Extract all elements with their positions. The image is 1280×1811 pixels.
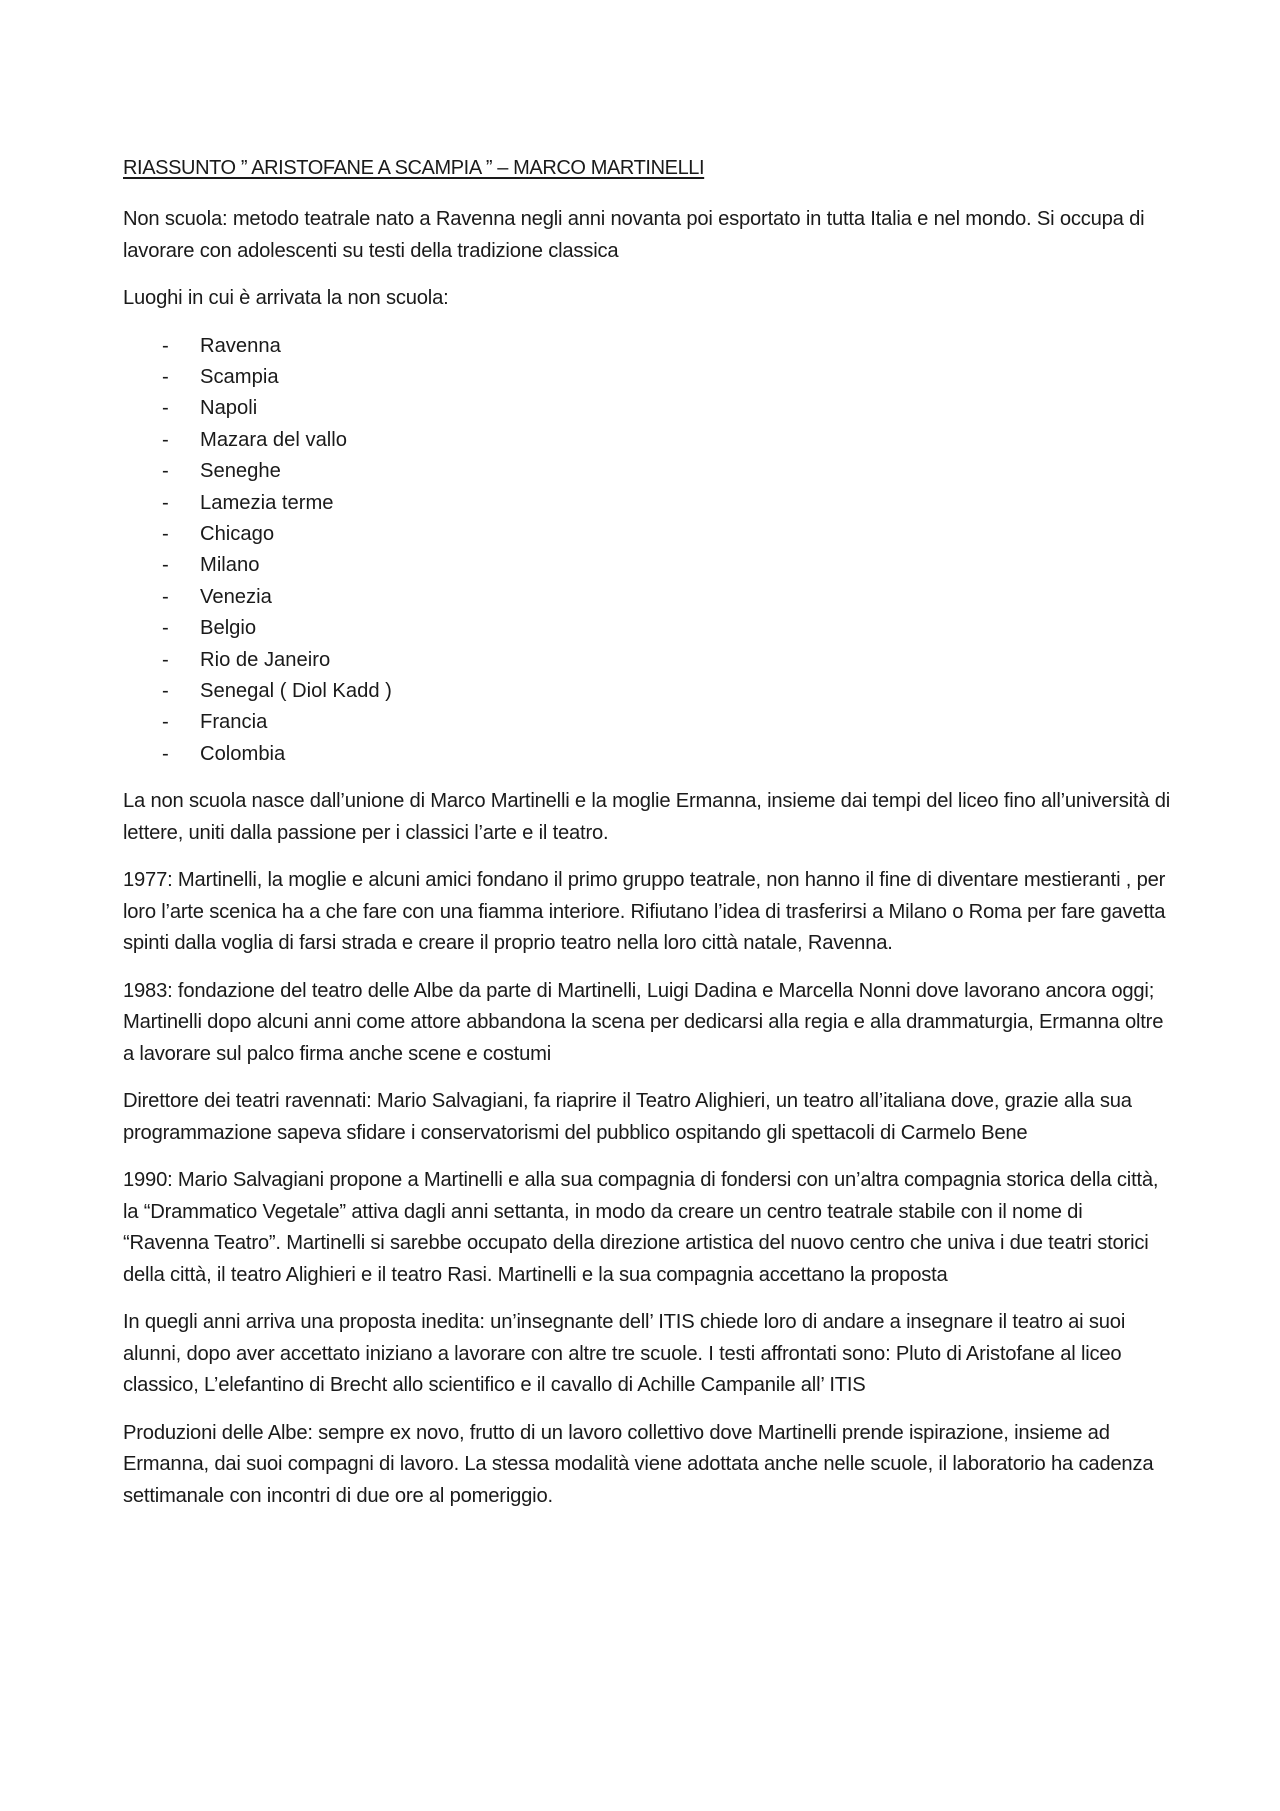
place-name: Senegal ( Diol Kadd ) xyxy=(200,679,392,702)
place-name: Ravenna xyxy=(200,334,281,357)
bullet-dash: - xyxy=(162,334,169,357)
list-item xyxy=(123,519,1173,550)
paragraph-director: Direttore dei teatri ravennati: Mario Salvagiani, fa riaprire il Teatro Alighieri, un teatro all’italiana dove, grazie alla sua programmazione sapeva sfidare i conservatorismi del pubblico ospitando gli spettacoli di Carmelo Bene xyxy=(123,1090,1132,1144)
list-item xyxy=(123,613,1173,644)
bullet-dash: - xyxy=(162,585,169,608)
place-name: Scampia xyxy=(200,365,279,388)
document-title: RIASSUNTO ” ARISTOFANE A SCAMPIA ” – MARCO MARTINELLI xyxy=(123,157,705,179)
place-name: Napoli xyxy=(200,397,258,420)
document-page xyxy=(123,152,1173,1528)
bullet-dash: - xyxy=(162,397,169,420)
bullet-dash: - xyxy=(162,617,169,640)
list-item xyxy=(123,582,1173,613)
place-name: Francia xyxy=(200,711,268,734)
bullet-dash: - xyxy=(162,742,169,765)
bullet-dash: - xyxy=(162,522,169,545)
place-name: Belgio xyxy=(200,617,257,640)
list-item xyxy=(123,739,1173,770)
bullet-dash: - xyxy=(162,460,169,483)
places-heading: Luoghi in cui è arrivata la non scuola: xyxy=(123,287,449,309)
bullet-dash: - xyxy=(162,554,169,577)
intro-paragraph: Non scuola: metodo teatrale nato a Ravenna negli anni novanta poi esportato in tutta Italia e nel mondo. Si occupa di lavorare con adolescenti su testi della tradizione classica xyxy=(123,208,1145,262)
bullet-dash: - xyxy=(162,491,169,514)
paragraph-1990: 1990: Mario Salvagiani propone a Martinelli e alla sua compagnia di fondersi con un’altra compagnia storica della città, la “Drammatico Vegetale” attiva dagli anni settanta, in modo da creare un centro teatrale stabile con il nome di “Ravenna Teatro”. Martinelli si sarebbe occupato della direzione artistica del nuovo centro che univa i due teatri storici della città, il teatro Alighieri e il teatro Rasi. Martinelli e la sua compagnia accettano la proposta xyxy=(123,1169,1159,1286)
paragraph-productions: Produzioni delle Albe: sempre ex novo, frutto di un lavoro collettivo dove Martinelli prende ispirazione, insieme ad Ermanna, dai suoi compagni di lavoro. La stessa modalità viene adottata anche nelle scuole, il laboratorio ha cadenza settimanale con incontri di due ore al pomeriggio. xyxy=(123,1421,1154,1507)
list-item xyxy=(123,676,1173,707)
list-item xyxy=(123,707,1173,738)
list-item xyxy=(123,550,1173,581)
places-list xyxy=(123,331,1173,771)
place-name: Chicago xyxy=(200,522,275,545)
bullet-dash: - xyxy=(162,679,169,702)
place-name: Venezia xyxy=(200,585,272,608)
list-item xyxy=(123,456,1173,487)
list-item xyxy=(123,645,1173,676)
paragraph-origin: La non scuola nasce dall’unione di Marco Martinelli e la moglie Ermanna, insieme dai tempi del liceo fino all’università di lettere, uniti dalla passione per i classici l’arte e il teatro. xyxy=(123,790,1171,844)
place-name: Rio de Janeiro xyxy=(200,648,331,671)
place-name: Mazara del vallo xyxy=(200,428,347,451)
bullet-dash: - xyxy=(162,428,169,451)
bullet-dash: - xyxy=(162,365,169,388)
list-item xyxy=(123,331,1173,362)
place-name: Milano xyxy=(200,554,260,577)
paragraph-1977: 1977: Martinelli, la moglie e alcuni amici fondano il primo gruppo teatrale, non hanno il fine di diventare mestieranti , per loro l’arte scenica ha a che fare con una fiamma interiore. Rifiutano l’idea di trasferirsi a Milano o Roma per fare gavetta spinti dalla voglia di farsi strada e creare il proprio teatro nella loro città natale, Ravenna. xyxy=(123,869,1166,955)
list-item xyxy=(123,362,1173,393)
list-item xyxy=(123,425,1173,456)
place-name: Colombia xyxy=(200,742,286,765)
place-name: Seneghe xyxy=(200,460,281,483)
list-item xyxy=(123,488,1173,519)
paragraph-1983: 1983: fondazione del teatro delle Albe da parte di Martinelli, Luigi Dadina e Marcella Nonni dove lavorano ancora oggi; Martinelli dopo alcuni anni come attore abbandona la scena per dedicarsi alla regia e alla drammaturgia, Ermanna oltre a lavorare sul palco firma anche scene e costumi xyxy=(123,979,1164,1065)
paragraph-itis: In quegli anni arriva una proposta inedita: un’insegnante dell’ ITIS chiede loro di andare a insegnare il teatro ai suoi alunni, dopo aver accettato iniziano a lavorare con altre tre scuole. I testi affrontati sono: Pluto di Aristofane al liceo classico, L’elefantino di Brecht allo scientifico e il cavallo di Achille Campanile all’ ITIS xyxy=(123,1311,1126,1397)
list-item xyxy=(123,393,1173,424)
bullet-dash: - xyxy=(162,648,169,671)
place-name: Lamezia terme xyxy=(200,491,334,514)
bullet-dash: - xyxy=(162,711,169,734)
